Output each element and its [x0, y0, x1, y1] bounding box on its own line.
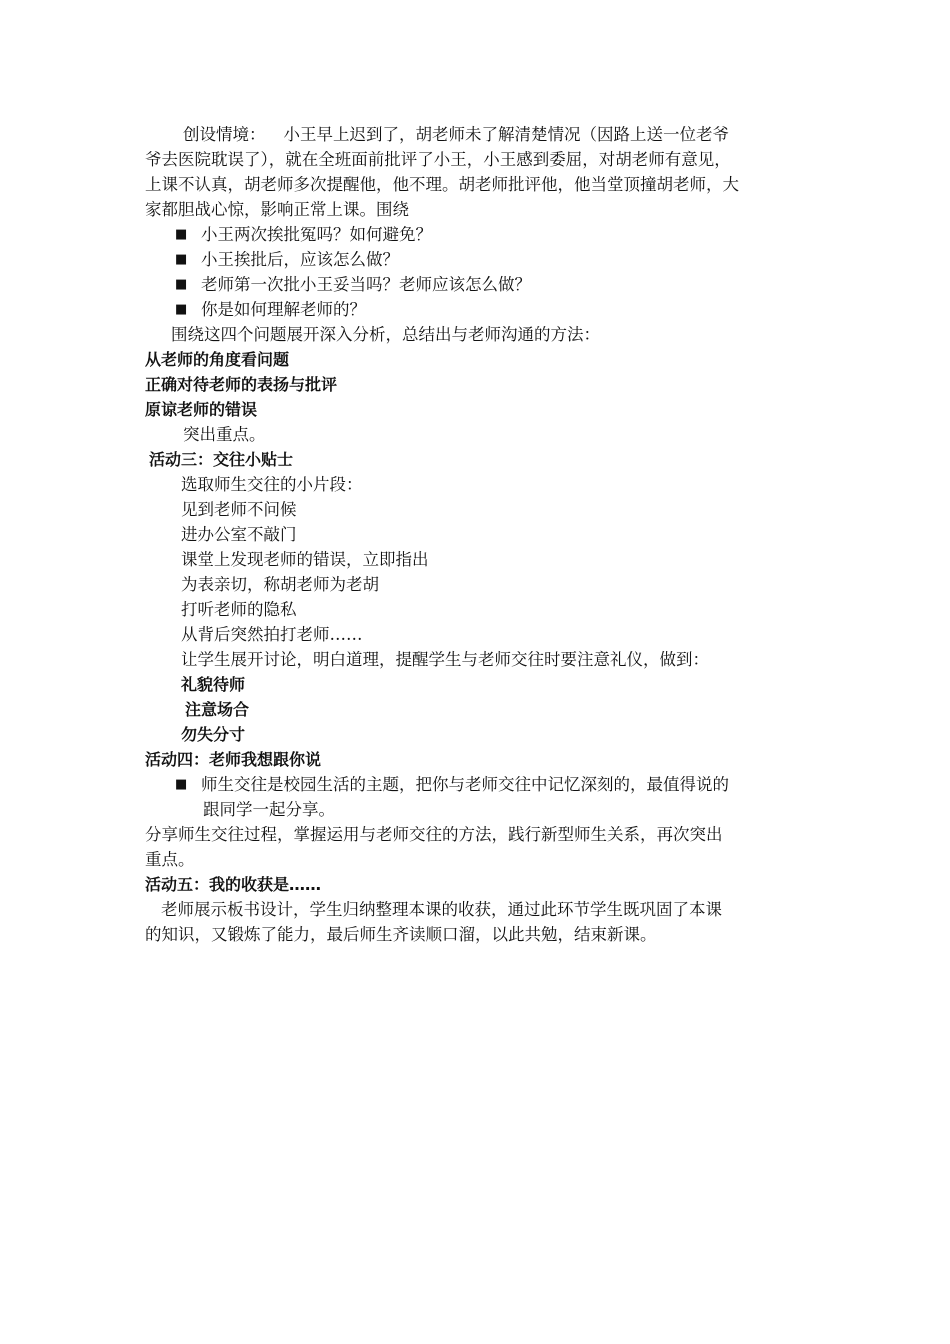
scenario-line-1	[145, 122, 810, 147]
activity3-item: 打听老师的隐私	[181, 600, 297, 619]
question-item	[145, 272, 810, 297]
activity3-item: 从背后突然拍打老师……	[181, 625, 363, 644]
activity4-bullet-line-2: 跟同学一起分享。	[203, 800, 335, 819]
question-text: 小王两次挨批冤吗？如何避免？	[201, 225, 432, 244]
activity3-title: 活动三：交往小贴士	[149, 450, 294, 469]
principle-item: 注意场合	[185, 700, 250, 719]
question-text: 老师第一次批小王妥当吗？老师应该怎么做？	[201, 275, 531, 294]
method-item: 原谅老师的错误	[145, 400, 258, 419]
activity5-title: 活动五：我的收获是……	[145, 875, 322, 894]
activity4-summary-line-2: 重点。	[145, 850, 195, 869]
activity4-summary-line-1: 分享师生交往过程，掌握运用与老师交往的方法，践行新型师生关系，再次突出	[145, 825, 723, 844]
analysis-intro: 围绕这四个问题展开深入分析，总结出与老师沟通的方法：	[171, 325, 600, 344]
document-page	[145, 122, 810, 947]
activity3-discussion: 让学生展开讨论，明白道理，提醒学生与老师交往时要注意礼仪，做到：	[181, 650, 709, 669]
activity4-bullet-line-1: 师生交往是校园生活的主题，把你与老师交往中记忆深刻的，最值得说的	[201, 775, 729, 794]
method-item: 从老师的角度看问题	[145, 350, 290, 369]
principle-item: 勿失分寸	[181, 725, 246, 744]
question-text: 你是如何理解老师的？	[201, 300, 366, 319]
question-text: 小王挨批后，应该怎么做？	[201, 250, 399, 269]
scenario-label: 创设情境：	[183, 125, 266, 144]
activity4-title: 活动四：老师我想跟你说	[145, 750, 322, 769]
bullet-square-icon: ■	[175, 277, 188, 292]
bullet-square-icon: ■	[175, 252, 188, 267]
activity3-item: 进办公室不敲门	[181, 525, 297, 544]
scenario-line-3: 上课不认真，胡老师多次提醒他，他不理。胡老师批评他，他当堂顶撞胡老师，大	[145, 175, 739, 194]
highlight-text: 突出重点。	[183, 425, 266, 444]
activity5-line-1: 老师展示板书设计，学生归纳整理本课的收获，通过此环节学生既巩固了本课	[161, 900, 722, 919]
question-item	[145, 222, 810, 247]
activity3-intro: 选取师生交往的小片段：	[181, 475, 363, 494]
bullet-square-icon: ■	[175, 777, 188, 792]
bullet-square-icon: ■	[175, 302, 188, 317]
method-item: 正确对待老师的表扬与批评	[145, 375, 338, 394]
principle-item: 礼貌待师	[181, 675, 246, 694]
activity5-line-2: 的知识，又锻炼了能力，最后师生齐读顺口溜，以此共勉，结束新课。	[145, 925, 657, 944]
activity4-bullet	[145, 772, 810, 797]
activity3-item: 课堂上发现老师的错误，立即指出	[181, 550, 429, 569]
bullet-square-icon: ■	[175, 227, 188, 242]
scenario-text-1: 小王早上迟到了，胡老师未了解清楚情况（因路上送一位老爷	[283, 125, 729, 144]
activity3-item: 为表亲切，称胡老师为老胡	[181, 575, 379, 594]
scenario-line-4: 家都胆战心惊，影响正常上课。围绕	[145, 200, 409, 219]
question-item	[145, 297, 810, 322]
activity3-item: 见到老师不问候	[181, 500, 297, 519]
scenario-line-2: 爷去医院耽误了），就在全班面前批评了小王，小王感到委屈，对胡老师有意见，	[145, 150, 731, 169]
question-item	[145, 247, 810, 272]
